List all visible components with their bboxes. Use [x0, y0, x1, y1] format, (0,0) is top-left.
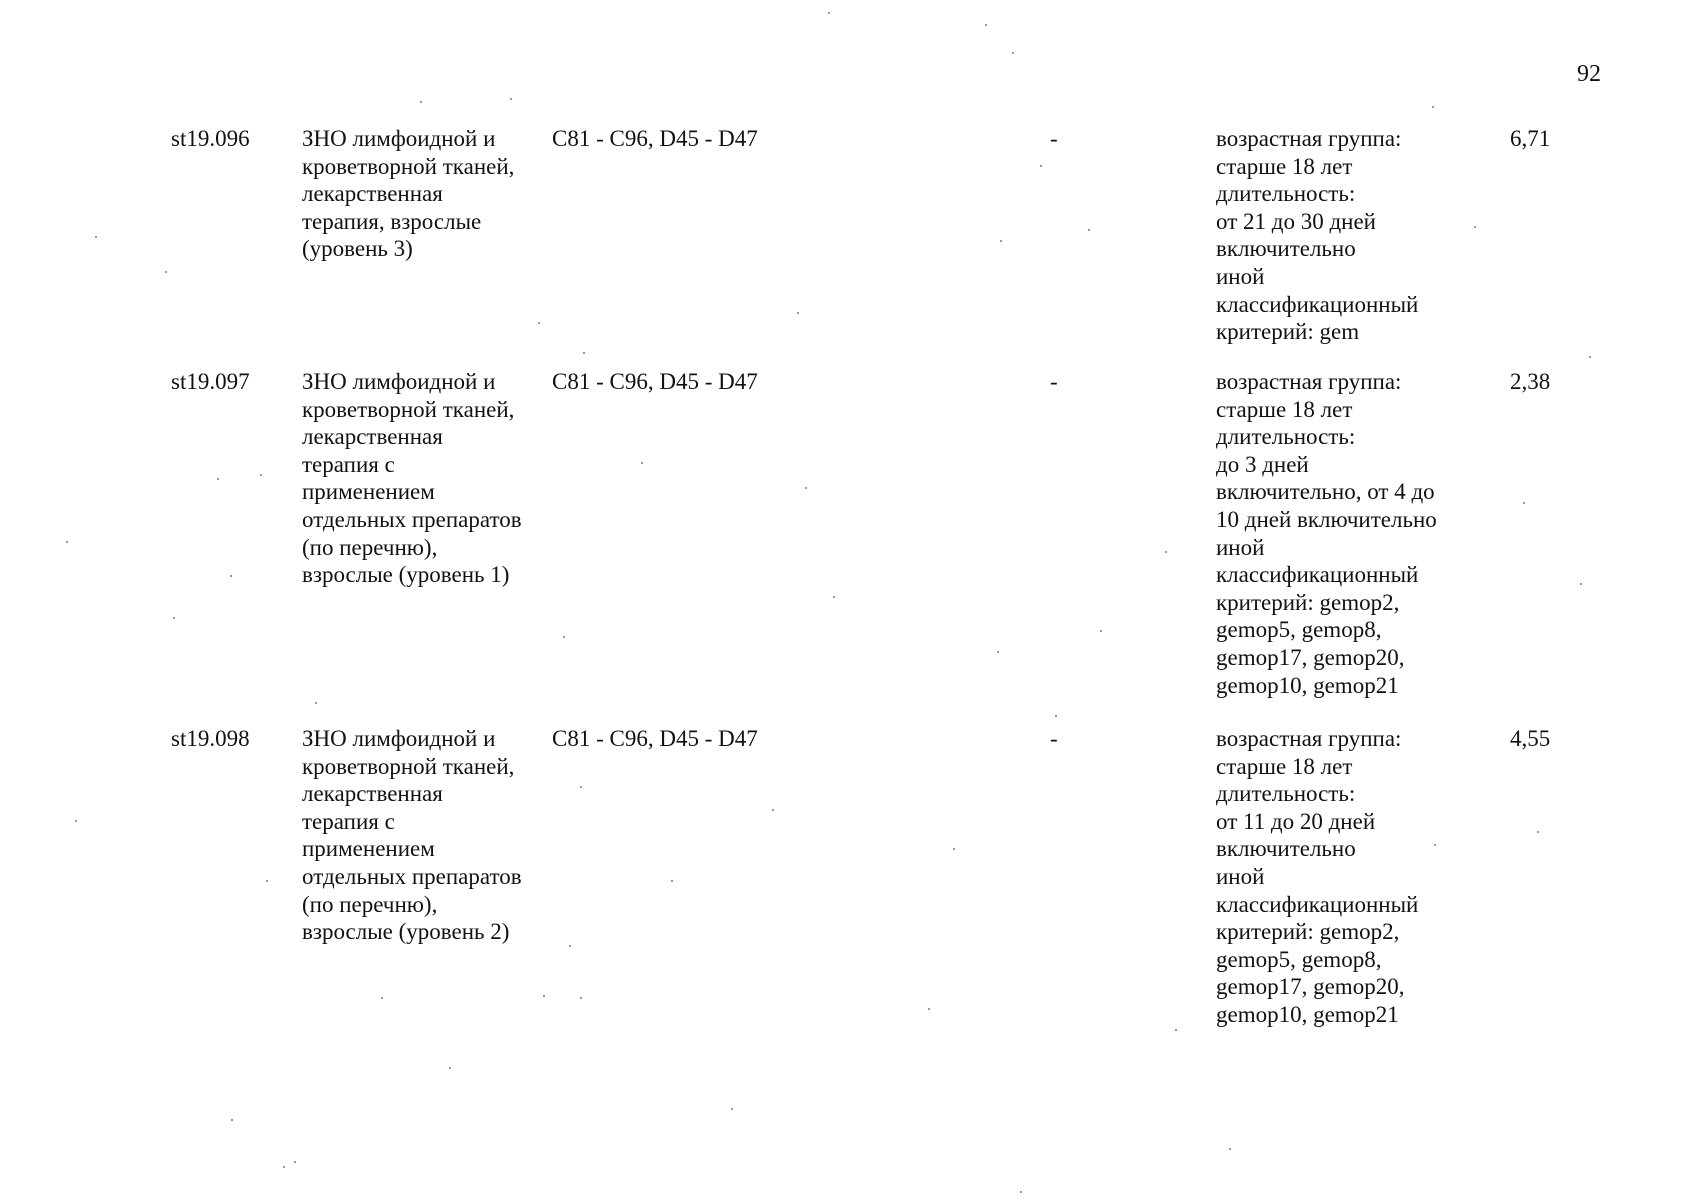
- scan-speck: [1434, 844, 1436, 846]
- scan-speck: [580, 786, 582, 788]
- scan-speck: [266, 880, 268, 882]
- row-additional-codes: -: [1050, 369, 1058, 394]
- row-code: st19.096: [171, 126, 250, 151]
- scan-speck: [1055, 715, 1057, 717]
- row-criteria: возрастная группа: старше 18 лет длительность: до 3 дней включительно, от 4 до 10 дней включительно иной классификационный критерий: gemop2, gemop5, gemop8, gemop17, gemop20, gemop10, gemop21: [1216, 369, 1437, 698]
- scan-speck: [1012, 52, 1014, 54]
- scan-speck: [75, 820, 77, 822]
- scan-speck: [928, 1008, 930, 1010]
- row-coefficient: 4,55: [1510, 726, 1551, 751]
- scan-speck: [230, 575, 232, 577]
- scan-speck: [231, 1119, 233, 1121]
- row-code: st19.098: [171, 726, 250, 751]
- scan-speck: [294, 1161, 296, 1163]
- scan-speck: [1020, 1191, 1022, 1193]
- scan-speck: [1229, 1148, 1231, 1150]
- scan-speck: [260, 474, 262, 476]
- row-mkb-codes: C81 - C96, D45 - D47: [552, 126, 758, 151]
- scan-speck: [641, 462, 643, 464]
- scan-speck: [772, 809, 774, 811]
- row-mkb-codes: C81 - C96, D45 - D47: [552, 726, 758, 751]
- scan-speck: [1523, 502, 1525, 504]
- row-mkb-codes: C81 - C96, D45 - D47: [552, 369, 758, 394]
- row-name: ЗНО лимфоидной и кроветворной тканей, лекарственная терапия с применением отдельных препаратов (по перечню), взрослые (уровень 1): [302, 369, 522, 588]
- scan-speck: [997, 651, 999, 653]
- scan-speck: [833, 596, 835, 598]
- scan-speck: [543, 995, 545, 997]
- scan-speck: [538, 322, 540, 324]
- scan-speck: [563, 636, 565, 638]
- row-additional-codes: -: [1050, 126, 1058, 151]
- scan-speck: [1000, 240, 1002, 242]
- scan-speck: [1580, 583, 1582, 585]
- scan-speck: [315, 702, 317, 704]
- scan-speck: [173, 617, 175, 619]
- scan-speck: [1040, 165, 1042, 167]
- row-additional-codes: -: [1050, 726, 1058, 751]
- scan-speck: [1432, 106, 1434, 108]
- scan-speck: [420, 101, 422, 103]
- row-criteria: возрастная группа: старше 18 лет длительность: от 11 до 20 дней включительно иной классификационный критерий: gemop2, gemop5, gemop8, gemop17, gemop20, gemop10, gemop21: [1216, 726, 1419, 1027]
- scan-speck: [671, 880, 673, 882]
- scan-speck: [381, 997, 383, 999]
- scan-speck: [95, 236, 97, 238]
- row-coefficient: 6,71: [1510, 126, 1551, 151]
- row-name: ЗНО лимфоидной и кроветворной тканей, лекарственная терапия с применением отдельных препаратов (по перечню), взрослые (уровень 2): [302, 726, 522, 945]
- row-coefficient: 2,38: [1510, 369, 1551, 394]
- scan-speck: [1589, 356, 1591, 358]
- scan-speck: [731, 1108, 733, 1110]
- scan-speck: [1474, 226, 1476, 228]
- scan-speck: [828, 12, 830, 14]
- scan-speck: [283, 1166, 285, 1168]
- scan-speck: [797, 312, 799, 314]
- row-name: ЗНО лимфоидной и кроветворной тканей, лекарственная терапия, взрослые (уровень 3): [302, 126, 515, 262]
- row-code: st19.097: [171, 369, 250, 394]
- scan-speck: [1537, 831, 1539, 833]
- scan-speck: [569, 945, 571, 947]
- scan-speck: [805, 487, 807, 489]
- scan-speck: [66, 541, 68, 543]
- scan-speck: [165, 271, 167, 273]
- scan-speck: [583, 352, 585, 354]
- scan-speck: [1175, 1029, 1177, 1031]
- scan-speck: [1165, 551, 1167, 553]
- scan-speck: [1100, 630, 1102, 632]
- scan-speck: [510, 98, 512, 100]
- row-criteria: возрастная группа: старше 18 лет длительность: от 21 до 30 дней включительно иной классификационный критерий: gem: [1216, 126, 1419, 345]
- scan-speck: [985, 24, 987, 26]
- scan-speck: [1088, 229, 1090, 231]
- scan-speck: [217, 478, 219, 480]
- scan-speck: [953, 848, 955, 850]
- scan-speck: [580, 997, 582, 999]
- page-number: 92: [1577, 61, 1601, 87]
- scan-speck: [449, 1067, 451, 1069]
